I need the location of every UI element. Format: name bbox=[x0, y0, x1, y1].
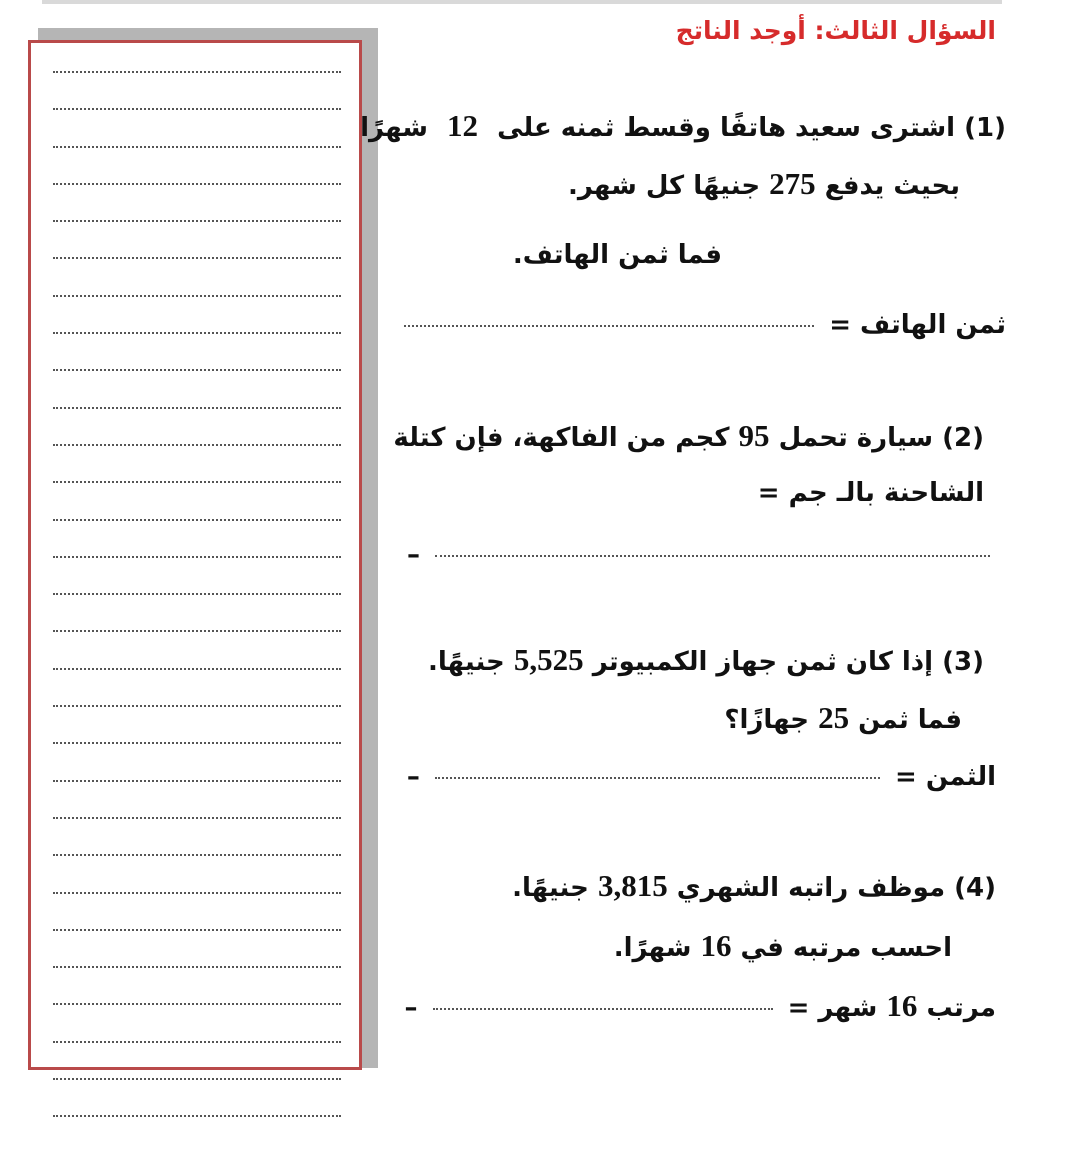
q3-price: 5,525 bbox=[513, 642, 584, 677]
scratch-line bbox=[53, 742, 341, 744]
q1-amount: 275 bbox=[769, 166, 816, 201]
scratch-line bbox=[53, 966, 341, 968]
scratch-line bbox=[53, 146, 341, 148]
scratch-line bbox=[53, 257, 341, 259]
q4-line2 bbox=[614, 928, 952, 964]
q4-answer-b: شهر = bbox=[787, 993, 878, 1023]
q1-text-a: اشترى سعيد هاتفًا وقسط ثمنه على bbox=[497, 113, 956, 143]
q2-mass: 95 bbox=[738, 418, 770, 453]
scratch-line bbox=[53, 593, 341, 595]
q2-line1 bbox=[393, 418, 984, 454]
q1-line2-b: جنيهًا كل شهر. bbox=[568, 171, 761, 201]
q1-question: فما ثمن الهاتف. bbox=[512, 240, 722, 270]
q1-label: (1) bbox=[964, 113, 1006, 143]
q3-answer-label: الثمن = bbox=[895, 762, 996, 792]
scratch-line bbox=[53, 1041, 341, 1043]
q3-count: 25 bbox=[818, 700, 850, 735]
q4-answer-a: مرتب bbox=[926, 993, 996, 1023]
scratch-line bbox=[53, 780, 341, 782]
scratch-box bbox=[28, 40, 362, 1070]
scratch-line bbox=[53, 892, 341, 894]
q4-answer-row bbox=[404, 988, 996, 1024]
scratch-line bbox=[53, 108, 341, 110]
scratch-line bbox=[53, 295, 341, 297]
q4-answer-months: 16 bbox=[886, 988, 918, 1023]
q2-answer-blank[interactable] bbox=[435, 555, 990, 557]
scratch-line bbox=[53, 1115, 341, 1117]
scratch-lines bbox=[53, 71, 341, 1153]
page-title: السؤال الثالث: أوجد الناتج bbox=[675, 16, 996, 45]
q3-label: (3) bbox=[942, 647, 984, 677]
scratch-line bbox=[53, 1078, 341, 1080]
q1-text-b: شهرًا bbox=[360, 113, 428, 143]
scratch-line bbox=[53, 407, 341, 409]
q2-text-b: كجم من الفاكهة، فإن كتلة bbox=[393, 423, 730, 453]
scratch-line bbox=[53, 444, 341, 446]
scratch-line bbox=[53, 668, 341, 670]
q4-line1 bbox=[512, 868, 996, 904]
scratch-line bbox=[53, 369, 341, 371]
q4-months: 16 bbox=[700, 928, 732, 963]
scratch-line bbox=[53, 220, 341, 222]
q3-line1 bbox=[428, 642, 984, 678]
q4-text-b: جنيهًا. bbox=[512, 873, 589, 903]
scratch-line bbox=[53, 332, 341, 334]
scratch-line bbox=[53, 854, 341, 856]
q3-line2-b: جهازًا؟ bbox=[724, 705, 809, 735]
q3-line2 bbox=[724, 700, 962, 736]
q3-answer-row bbox=[407, 762, 996, 792]
q3-dash: – bbox=[406, 762, 420, 792]
scratch-line bbox=[53, 630, 341, 632]
scratch-line bbox=[53, 556, 341, 558]
q2-label: (2) bbox=[942, 423, 984, 453]
q1-answer-row bbox=[398, 310, 1006, 340]
q3-text-b: جنيهًا. bbox=[428, 647, 505, 677]
q1-answer-label: ثمن الهاتف = bbox=[829, 310, 1006, 340]
q1-months: 12 bbox=[447, 108, 478, 143]
q4-answer-blank[interactable] bbox=[433, 1008, 773, 1010]
q3-line2-a: فما ثمن bbox=[858, 705, 962, 735]
q2-answer-row bbox=[407, 540, 996, 570]
q2-line2: الشاحنة بالـ جم = bbox=[757, 478, 984, 508]
scratch-line bbox=[53, 929, 341, 931]
scratch-line bbox=[53, 705, 341, 707]
scratch-line bbox=[53, 71, 341, 73]
scratch-line bbox=[53, 183, 341, 185]
q1-line2-a: بحيث يدفع bbox=[824, 171, 960, 201]
q4-line2-b: شهرًا. bbox=[613, 933, 692, 963]
q1-answer-blank[interactable] bbox=[404, 325, 814, 327]
q3-answer-blank[interactable] bbox=[435, 777, 880, 779]
q1-line2 bbox=[568, 166, 960, 202]
scratch-line bbox=[53, 519, 341, 521]
q4-line2-a: احسب مرتبه في bbox=[740, 933, 952, 963]
q4-dash: – bbox=[404, 993, 418, 1023]
q4-label: (4) bbox=[954, 873, 996, 903]
q1-line1 bbox=[360, 108, 1006, 144]
q4-salary: 3,815 bbox=[597, 868, 668, 903]
scratch-line bbox=[53, 1003, 341, 1005]
q4-text-a: موظف راتبه الشهري bbox=[676, 873, 946, 903]
q3-text-a: إذا كان ثمن جهاز الكمبيوتر bbox=[592, 647, 934, 677]
q2-text-a: سيارة تحمل bbox=[778, 423, 934, 453]
scratch-line bbox=[53, 481, 341, 483]
q2-dash: – bbox=[406, 540, 420, 570]
top-rule bbox=[42, 0, 1002, 4]
scratch-line bbox=[53, 817, 341, 819]
